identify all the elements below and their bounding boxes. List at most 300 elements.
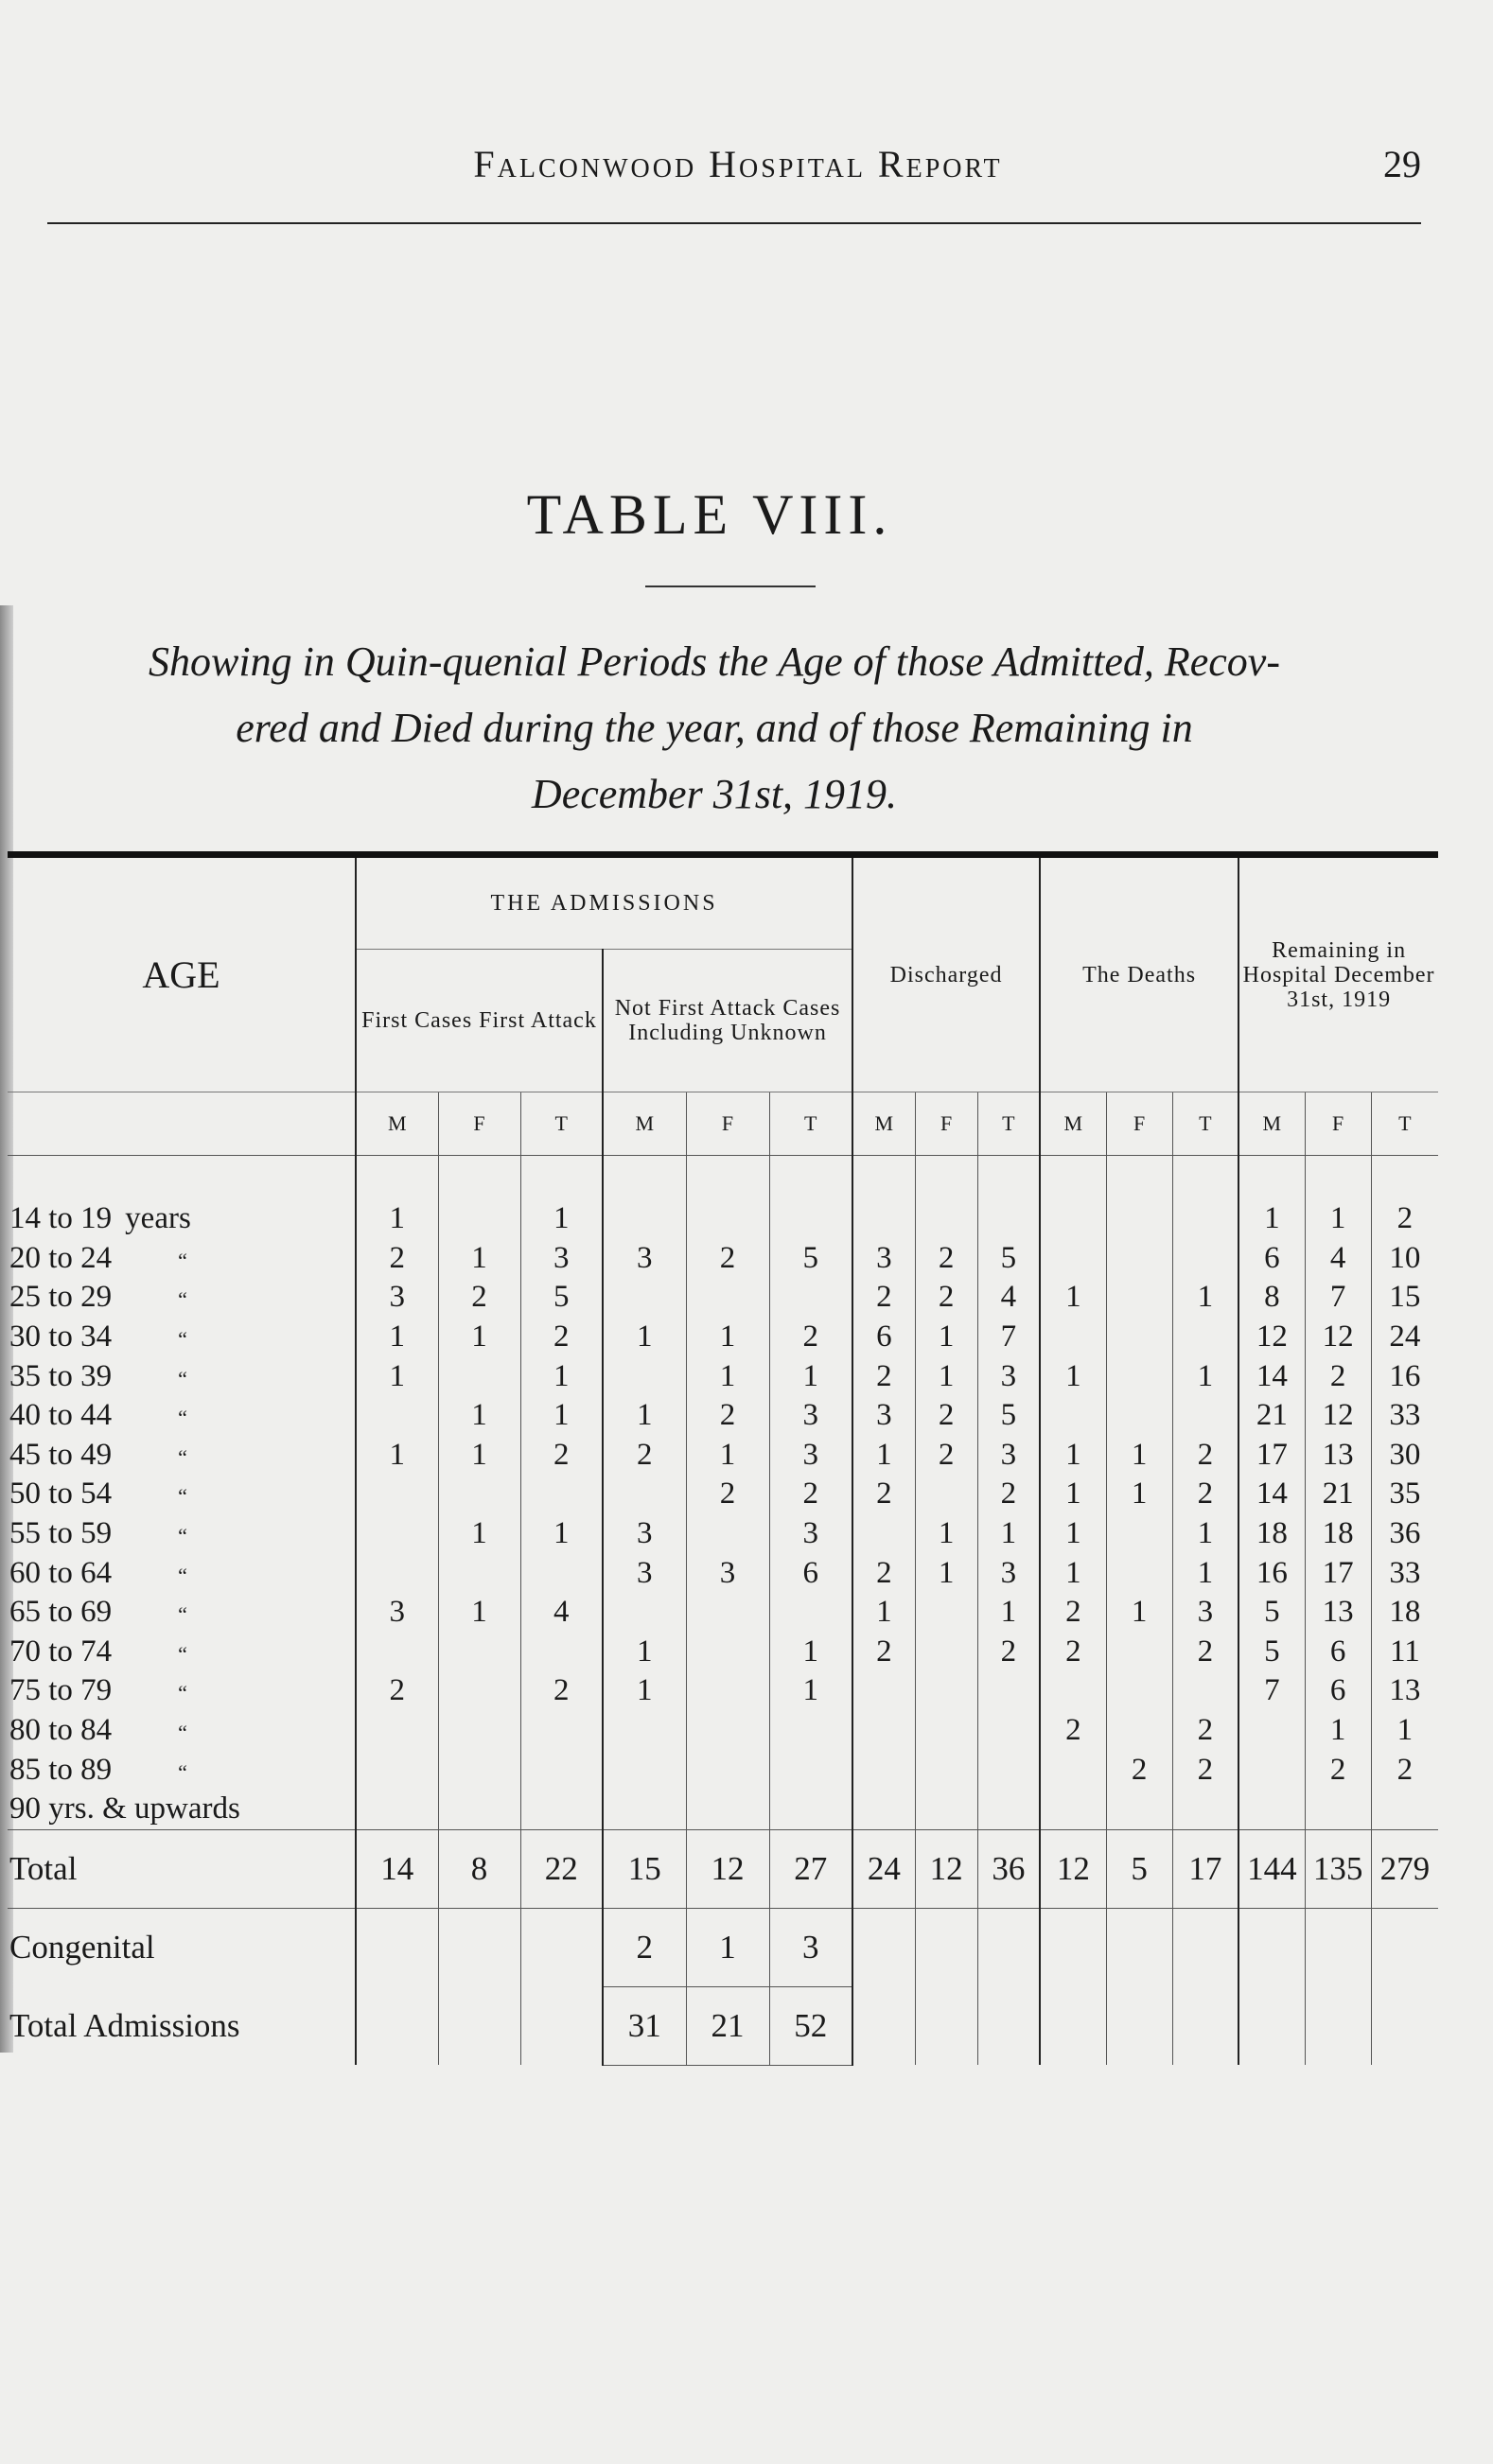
dis-f-cell (915, 1671, 977, 1711)
nf-f-cell: 1 (686, 1318, 769, 1357)
dis-t-cell (977, 1671, 1040, 1711)
fc-m-cell: 3 (356, 1278, 438, 1318)
age-range: 14 to 19 (9, 1201, 113, 1236)
nf-f-cell (686, 1750, 769, 1790)
dth-t-cell: 1 (1172, 1514, 1238, 1554)
total-rem-f: 135 (1305, 1829, 1371, 1908)
age-unit: “ (178, 1563, 187, 1587)
dth-t-cell (1172, 1396, 1238, 1436)
dth-m-cell: 1 (1040, 1514, 1106, 1554)
total-admissions-fc-m (356, 1986, 438, 2065)
dis-m-cell: 2 (852, 1278, 915, 1318)
dth-f-cell (1106, 1318, 1172, 1357)
fc-m-cell (356, 1553, 438, 1593)
rem-t-cell: 18 (1389, 1595, 1421, 1630)
nf-t-cell (769, 1199, 852, 1239)
dis-f-cell (915, 1750, 977, 1790)
admissions-header: THE ADMISSIONS (356, 855, 852, 950)
nf-t-cell: 6 (769, 1553, 852, 1593)
dth-t-cell: 2 (1172, 1750, 1238, 1790)
rem-m-cell (1238, 1711, 1305, 1751)
fc-m-cell: 3 (356, 1593, 438, 1633)
rem-f-cell: 12 (1305, 1318, 1371, 1357)
age-cell (8, 1475, 356, 1514)
congenital-nf-t: 3 (769, 1908, 852, 1986)
nf-m-cell (603, 1356, 686, 1396)
table-row (8, 1750, 1438, 1790)
rem-m-cell: 5 (1238, 1633, 1305, 1672)
dth-f-cell (1106, 1790, 1172, 1829)
running-title: Falconwood Hospital Report (473, 143, 1003, 185)
rem-m-cell: 18 (1238, 1514, 1305, 1554)
rem-t-cell: 15 (1389, 1280, 1421, 1315)
col-m: M (852, 1092, 915, 1156)
fc-m-cell (356, 1475, 438, 1514)
fc-f-cell: 1 (438, 1514, 520, 1554)
dis-m-cell: 2 (852, 1553, 915, 1593)
total-admissions-fc-f (438, 1986, 520, 2065)
total-admissions-nf-t: 52 (769, 1986, 852, 2065)
congenital-nf-f: 1 (686, 1908, 769, 1986)
nf-m-cell (603, 1593, 686, 1633)
running-header (47, 142, 1421, 199)
table-row (8, 1553, 1438, 1593)
fc-t-cell (520, 1750, 603, 1790)
rem-f-cell: 1 (1305, 1199, 1371, 1239)
age-range: 90 yrs. & upwards (9, 1791, 240, 1826)
congenital-rem-f (1305, 1908, 1371, 1986)
not-first-attack-header: Not First Attack Cases Including Unknown (603, 950, 852, 1092)
rem-m-cell: 6 (1238, 1239, 1305, 1279)
rem-m-cell: 7 (1238, 1671, 1305, 1711)
dis-f-cell (915, 1475, 977, 1514)
age-table-container (8, 851, 1435, 2066)
age-cell (8, 1239, 356, 1279)
dis-m-cell (852, 1514, 915, 1554)
age-cell (8, 1593, 356, 1633)
dis-t-cell: 1 (977, 1593, 1040, 1633)
dis-f-cell: 2 (915, 1436, 977, 1476)
dth-f-cell (1106, 1671, 1172, 1711)
total-admissions-rem-t (1371, 1986, 1438, 2065)
total-nf-m: 15 (603, 1829, 686, 1908)
dth-f-cell: 1 (1106, 1475, 1172, 1514)
rem-t-cell (1371, 1790, 1438, 1829)
congenital-row (8, 1908, 1438, 1986)
nf-m-cell: 1 (603, 1671, 686, 1711)
fc-t-cell (520, 1475, 603, 1514)
dth-f-cell (1106, 1633, 1172, 1672)
fc-m-cell: 2 (356, 1239, 438, 1279)
col-f: F (1305, 1092, 1371, 1156)
nf-m-cell: 2 (603, 1436, 686, 1476)
dth-t-cell (1172, 1318, 1238, 1357)
age-unit: “ (178, 1721, 187, 1745)
dis-f-cell: 1 (915, 1356, 977, 1396)
age-range: 85 to 89 (9, 1752, 113, 1787)
rem-t-cell: 10 (1389, 1240, 1421, 1275)
col-f: F (686, 1092, 769, 1156)
rem-m-cell: 5 (1238, 1593, 1305, 1633)
rem-m-cell: 8 (1238, 1278, 1305, 1318)
dth-t-cell (1172, 1671, 1238, 1711)
rem-m-cell: 1 (1238, 1199, 1305, 1239)
dis-t-cell: 3 (977, 1356, 1040, 1396)
dth-f-cell: 1 (1106, 1436, 1172, 1476)
dth-t-cell (1172, 1199, 1238, 1239)
col-f: F (915, 1092, 977, 1156)
rem-m-cell: 21 (1238, 1396, 1305, 1436)
fc-m-cell (356, 1633, 438, 1672)
fc-t-cell (520, 1633, 603, 1672)
dis-f-cell (915, 1633, 977, 1672)
age-unit: “ (178, 1681, 187, 1705)
dis-t-cell (977, 1750, 1040, 1790)
dis-m-cell (852, 1750, 915, 1790)
fc-f-cell (438, 1356, 520, 1396)
age-cell (8, 1514, 356, 1554)
age-range: 35 to 39 (9, 1358, 113, 1393)
total-admissions-dis-m (852, 1986, 915, 2065)
total-dth-m: 12 (1040, 1829, 1106, 1908)
dis-f-cell: 1 (915, 1514, 977, 1554)
total-dis-f: 12 (915, 1829, 977, 1908)
congenital-dth-f (1106, 1908, 1172, 1986)
dth-m-cell (1040, 1199, 1106, 1239)
age-unit: “ (178, 1524, 187, 1548)
table-subtitle (9, 629, 1419, 828)
nf-f-cell: 2 (686, 1396, 769, 1436)
age-column-header: AGE (8, 855, 356, 1092)
nf-t-cell: 1 (769, 1633, 852, 1672)
dis-t-cell: 2 (977, 1633, 1040, 1672)
dis-m-cell (852, 1711, 915, 1751)
title-rule (645, 585, 816, 587)
dth-m-cell (1040, 1671, 1106, 1711)
fc-f-cell (438, 1199, 520, 1239)
nf-t-cell (769, 1711, 852, 1751)
dth-m-cell: 1 (1040, 1356, 1106, 1396)
fc-t-cell: 1 (520, 1356, 603, 1396)
nf-m-cell (603, 1790, 686, 1829)
dth-m-cell: 2 (1040, 1633, 1106, 1672)
fc-m-cell: 1 (356, 1356, 438, 1396)
table-title: TABLE VIII. (526, 483, 893, 546)
total-dth-f: 5 (1106, 1829, 1172, 1908)
dth-t-cell: 2 (1172, 1633, 1238, 1672)
dth-m-cell: 2 (1040, 1711, 1106, 1751)
total-nf-t: 27 (769, 1829, 852, 1908)
rem-f-cell: 13 (1305, 1593, 1371, 1633)
dth-f-cell (1106, 1356, 1172, 1396)
dis-t-cell (977, 1711, 1040, 1751)
total-admissions-rem-f (1305, 1986, 1371, 2065)
age-cell (8, 1199, 356, 1239)
dis-m-cell (852, 1199, 915, 1239)
age-range: 40 to 44 (9, 1398, 113, 1433)
table-row (8, 1711, 1438, 1751)
spacer-row (8, 1156, 1438, 1200)
col-m: M (356, 1092, 438, 1156)
dis-f-cell (915, 1593, 977, 1633)
dis-t-cell (977, 1790, 1040, 1829)
table-row (8, 1633, 1438, 1672)
table-row (8, 1396, 1438, 1436)
dis-t-cell: 2 (977, 1475, 1040, 1514)
fc-t-cell: 2 (520, 1671, 603, 1711)
age-cell (8, 1436, 356, 1476)
rem-f-cell: 6 (1305, 1633, 1371, 1672)
dis-m-cell: 6 (852, 1318, 915, 1357)
congenital-rem-m (1238, 1908, 1305, 1986)
congenital-dis-f (915, 1908, 977, 1986)
table-row (8, 1671, 1438, 1711)
fc-f-cell: 2 (438, 1278, 520, 1318)
nf-f-cell (686, 1790, 769, 1829)
rem-t-cell: 33 (1389, 1398, 1421, 1433)
dis-t-cell: 7 (977, 1318, 1040, 1357)
total-admissions-dth-t (1172, 1986, 1238, 2065)
first-cases-header: First Cases First Attack (356, 950, 603, 1092)
age-unit: “ (178, 1484, 187, 1509)
congenital-fc-t (520, 1908, 603, 1986)
nf-f-cell (686, 1514, 769, 1554)
total-label: Total (8, 1829, 356, 1908)
page-number: 29 (1383, 143, 1421, 185)
fc-f-cell (438, 1475, 520, 1514)
age-range: 30 to 34 (9, 1319, 113, 1354)
age-cell (8, 1318, 356, 1357)
subtitle-line: Showing in Quin-quenial Periods the Age of those Admitted, Recov- (149, 638, 1280, 685)
nf-m-cell (603, 1750, 686, 1790)
dth-f-cell: 1 (1106, 1593, 1172, 1633)
rem-m-cell: 14 (1238, 1356, 1305, 1396)
nf-m-cell (603, 1278, 686, 1318)
age-range: 75 to 79 (9, 1673, 113, 1708)
age-rows (8, 1156, 1438, 1830)
dis-f-cell: 2 (915, 1239, 977, 1279)
total-fc-f: 8 (438, 1829, 520, 1908)
dis-m-cell: 2 (852, 1475, 915, 1514)
col-m: M (1040, 1092, 1106, 1156)
dth-f-cell (1106, 1711, 1172, 1751)
fc-t-cell: 1 (520, 1199, 603, 1239)
total-dis-m: 24 (852, 1829, 915, 1908)
dth-t-cell: 1 (1172, 1553, 1238, 1593)
col-t: T (769, 1092, 852, 1156)
dis-f-cell: 1 (915, 1553, 977, 1593)
dis-t-cell: 3 (977, 1553, 1040, 1593)
total-admissions-rem-m (1238, 1986, 1305, 2065)
age-cell (8, 1671, 356, 1711)
dis-t-cell: 3 (977, 1436, 1040, 1476)
age-unit: “ (178, 1287, 187, 1312)
age-range: 45 to 49 (9, 1437, 113, 1472)
dis-m-cell: 2 (852, 1356, 915, 1396)
dth-t-cell: 1 (1172, 1356, 1238, 1396)
age-unit: “ (178, 1641, 187, 1666)
dis-t-cell: 5 (977, 1396, 1040, 1436)
age-range: 55 to 59 (9, 1516, 113, 1551)
total-admissions-fc-t (520, 1986, 603, 2065)
col-f: F (1106, 1092, 1172, 1156)
table-row (8, 1199, 1438, 1239)
nf-m-cell: 1 (603, 1318, 686, 1357)
nf-t-cell: 1 (769, 1671, 852, 1711)
rem-f-cell: 13 (1305, 1436, 1371, 1476)
remaining-header: Remaining in Hospital December 31st, 1919 (1238, 855, 1438, 1092)
dth-f-cell (1106, 1553, 1172, 1593)
congenital-dth-m (1040, 1908, 1106, 1986)
dis-t-cell: 4 (977, 1278, 1040, 1318)
total-admissions-nf-f: 21 (686, 1986, 769, 2065)
rem-f-cell: 1 (1305, 1711, 1371, 1751)
dth-m-cell: 1 (1040, 1475, 1106, 1514)
dth-t-cell (1172, 1239, 1238, 1279)
rem-f-cell: 21 (1305, 1475, 1371, 1514)
rem-t-cell: 1 (1396, 1713, 1414, 1748)
rem-f-cell: 2 (1305, 1750, 1371, 1790)
table-row (8, 1356, 1438, 1396)
rem-f-cell: 2 (1305, 1356, 1371, 1396)
congenital-dth-t (1172, 1908, 1238, 1986)
dth-t-cell: 2 (1172, 1436, 1238, 1476)
rem-m-cell: 12 (1238, 1318, 1305, 1357)
dis-f-cell (915, 1711, 977, 1751)
age-cell (8, 1790, 356, 1829)
rem-f-cell: 6 (1305, 1671, 1371, 1711)
blank-header-cell (8, 1092, 356, 1156)
fc-t-cell (520, 1711, 603, 1751)
fc-t-cell: 3 (520, 1239, 603, 1279)
total-rem-t: 279 (1371, 1829, 1438, 1908)
rem-f-cell: 18 (1305, 1514, 1371, 1554)
rem-t-cell: 16 (1389, 1358, 1421, 1393)
age-cell (8, 1278, 356, 1318)
deaths-header: The Deaths (1040, 855, 1238, 1092)
rem-t-cell: 2 (1396, 1201, 1414, 1236)
dis-t-cell: 5 (977, 1239, 1040, 1279)
col-m: M (1238, 1092, 1305, 1156)
col-f: F (438, 1092, 520, 1156)
congenital-fc-m (356, 1908, 438, 1986)
fc-m-cell: 2 (356, 1671, 438, 1711)
header-rule (47, 222, 1421, 224)
dis-f-cell (915, 1790, 977, 1829)
fc-f-cell: 1 (438, 1396, 520, 1436)
dth-m-cell (1040, 1239, 1106, 1279)
rem-t-cell: 35 (1389, 1477, 1421, 1512)
congenital-dis-m (852, 1908, 915, 1986)
fc-f-cell (438, 1750, 520, 1790)
total-admissions-label: Total Admissions (8, 1986, 356, 2065)
rem-t-cell: 33 (1389, 1555, 1421, 1590)
total-fc-t: 22 (520, 1829, 603, 1908)
age-table (8, 851, 1438, 2066)
dis-m-cell: 1 (852, 1593, 915, 1633)
nf-f-cell: 2 (686, 1239, 769, 1279)
rem-t-cell: 30 (1389, 1437, 1421, 1472)
age-range: 70 to 74 (9, 1634, 113, 1669)
fc-f-cell: 1 (438, 1436, 520, 1476)
dth-m-cell (1040, 1790, 1106, 1829)
dth-f-cell (1106, 1199, 1172, 1239)
fc-t-cell: 4 (520, 1593, 603, 1633)
dth-m-cell: 2 (1040, 1593, 1106, 1633)
fc-t-cell: 1 (520, 1396, 603, 1436)
dis-m-cell (852, 1671, 915, 1711)
fc-t-cell: 1 (520, 1514, 603, 1554)
age-unit: “ (178, 1248, 187, 1272)
rem-t-cell: 24 (1389, 1319, 1421, 1354)
dis-t-cell: 1 (977, 1514, 1040, 1554)
age-cell (8, 1553, 356, 1593)
nf-t-cell: 3 (769, 1436, 852, 1476)
nf-t-cell: 3 (769, 1396, 852, 1436)
nf-f-cell (686, 1633, 769, 1672)
nf-f-cell (686, 1278, 769, 1318)
fc-m-cell: 1 (356, 1199, 438, 1239)
dis-f-cell: 2 (915, 1396, 977, 1436)
rem-f-cell: 4 (1305, 1239, 1371, 1279)
nf-t-cell (769, 1278, 852, 1318)
fc-m-cell: 1 (356, 1318, 438, 1357)
rem-f-cell: 12 (1305, 1396, 1371, 1436)
table-row (8, 1239, 1438, 1279)
fc-f-cell (438, 1553, 520, 1593)
col-t: T (1371, 1092, 1438, 1156)
dis-m-cell (852, 1790, 915, 1829)
nf-t-cell: 2 (769, 1318, 852, 1357)
dth-m-cell (1040, 1318, 1106, 1357)
age-range: 65 to 69 (9, 1595, 113, 1630)
dis-f-cell: 1 (915, 1318, 977, 1357)
rem-f-cell: 17 (1305, 1553, 1371, 1593)
rem-m-cell (1238, 1750, 1305, 1790)
rem-f-cell: 7 (1305, 1278, 1371, 1318)
dth-f-cell (1106, 1396, 1172, 1436)
nf-f-cell: 3 (686, 1553, 769, 1593)
nf-m-cell: 1 (603, 1396, 686, 1436)
fc-t-cell (520, 1553, 603, 1593)
fc-m-cell (356, 1396, 438, 1436)
total-admissions-dis-t (977, 1986, 1040, 2065)
nf-t-cell: 2 (769, 1475, 852, 1514)
col-t: T (1172, 1092, 1238, 1156)
table-row (8, 1436, 1438, 1476)
subtitle-line: December 31st, 1919. (531, 771, 898, 817)
total-admissions-dth-f (1106, 1986, 1172, 2065)
dth-t-cell: 2 (1172, 1475, 1238, 1514)
total-admissions-dis-f (915, 1986, 977, 2065)
nf-f-cell (686, 1711, 769, 1751)
dth-f-cell (1106, 1239, 1172, 1279)
nf-t-cell: 5 (769, 1239, 852, 1279)
table-row (8, 1790, 1438, 1829)
col-t: T (520, 1092, 603, 1156)
fc-t-cell: 2 (520, 1436, 603, 1476)
nf-f-cell: 1 (686, 1356, 769, 1396)
fc-f-cell (438, 1671, 520, 1711)
nf-f-cell: 1 (686, 1436, 769, 1476)
total-dth-t: 17 (1172, 1829, 1238, 1908)
age-cell (8, 1396, 356, 1436)
total-admissions-dth-m (1040, 1986, 1106, 2065)
age-range: 50 to 54 (9, 1477, 113, 1512)
age-unit: “ (178, 1602, 187, 1627)
dis-f-cell (915, 1199, 977, 1239)
nf-m-cell: 1 (603, 1633, 686, 1672)
